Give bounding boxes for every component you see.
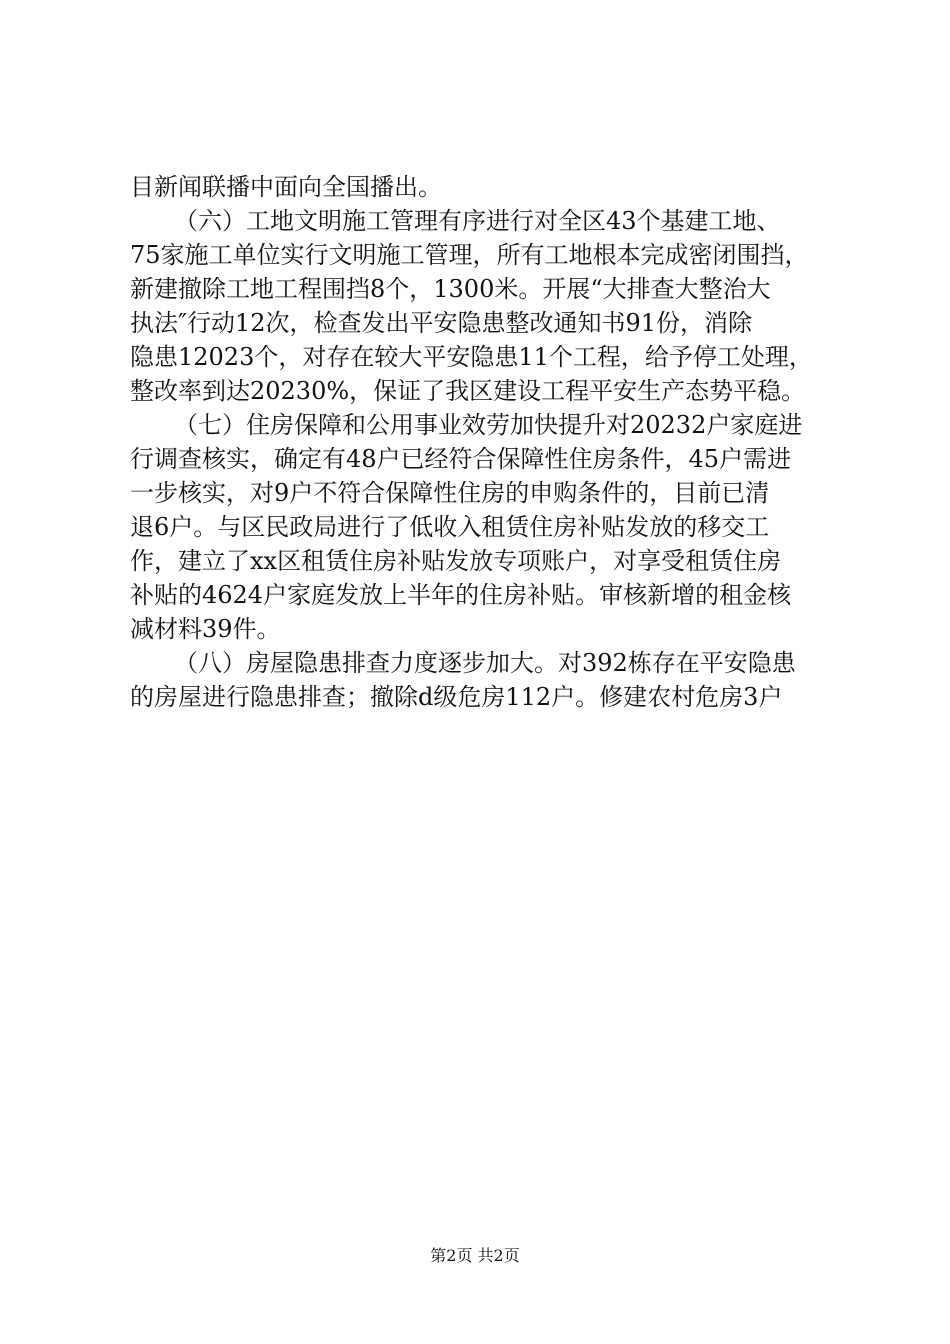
text-line: 目新闻联播中面向全国播出。 [130, 173, 442, 201]
text-line: 新建撤除工地工程围挡8个，1300米。开展“大排查大整治大 [130, 275, 771, 303]
text-line: 执法″行动12次，检查发出平安隐患整改通知书91份，消除 [130, 309, 753, 337]
text-line: 补贴的4624户家庭发放上半年的住房补贴。审核新增的租金核 [130, 581, 792, 609]
text-line: 作，建立了xx区租赁住房补贴发放专项账户，对享受租赁住房 [130, 547, 782, 575]
page-footer: 第2页 共2页 [430, 1246, 520, 1265]
paragraph-7-heading: （七）住房保障和公用事业效劳加快提升对20232户家庭进 [174, 411, 803, 439]
text-line: 一步核实，对9户不符合保障性住房的申购条件的，目前已清 [130, 479, 770, 507]
text-line: 行调查核实，确定有48户已经符合保障性住房条件，45户需进 [130, 445, 792, 473]
text-line: 的房屋进行隐患排查；撤除d级危房112户。修建农村危房3户 [130, 683, 783, 711]
paragraph-8-heading: （八）房屋隐患排查力度逐步加大。对392栋存在平安隐患 [174, 649, 796, 677]
text-line: 隐患12023个，对存在较大平安隐患11个工程，给予停工处理， [130, 343, 813, 371]
text-line: 75家施工单位实行文明施工管理，所有工地根本完成密闭围挡， [130, 241, 809, 269]
text-line: 退6户。与区民政局进行了低收入租赁住房补贴发放的移交工 [130, 513, 770, 541]
text-line: 减材料39件。 [130, 615, 281, 643]
paragraph-6-heading: （六）工地文明施工管理有序进行对全区43个基建工地、 [174, 207, 781, 235]
text-line: 整改率到达20230%，保证了我区建设工程平安生产态势平稳。 [130, 377, 806, 405]
